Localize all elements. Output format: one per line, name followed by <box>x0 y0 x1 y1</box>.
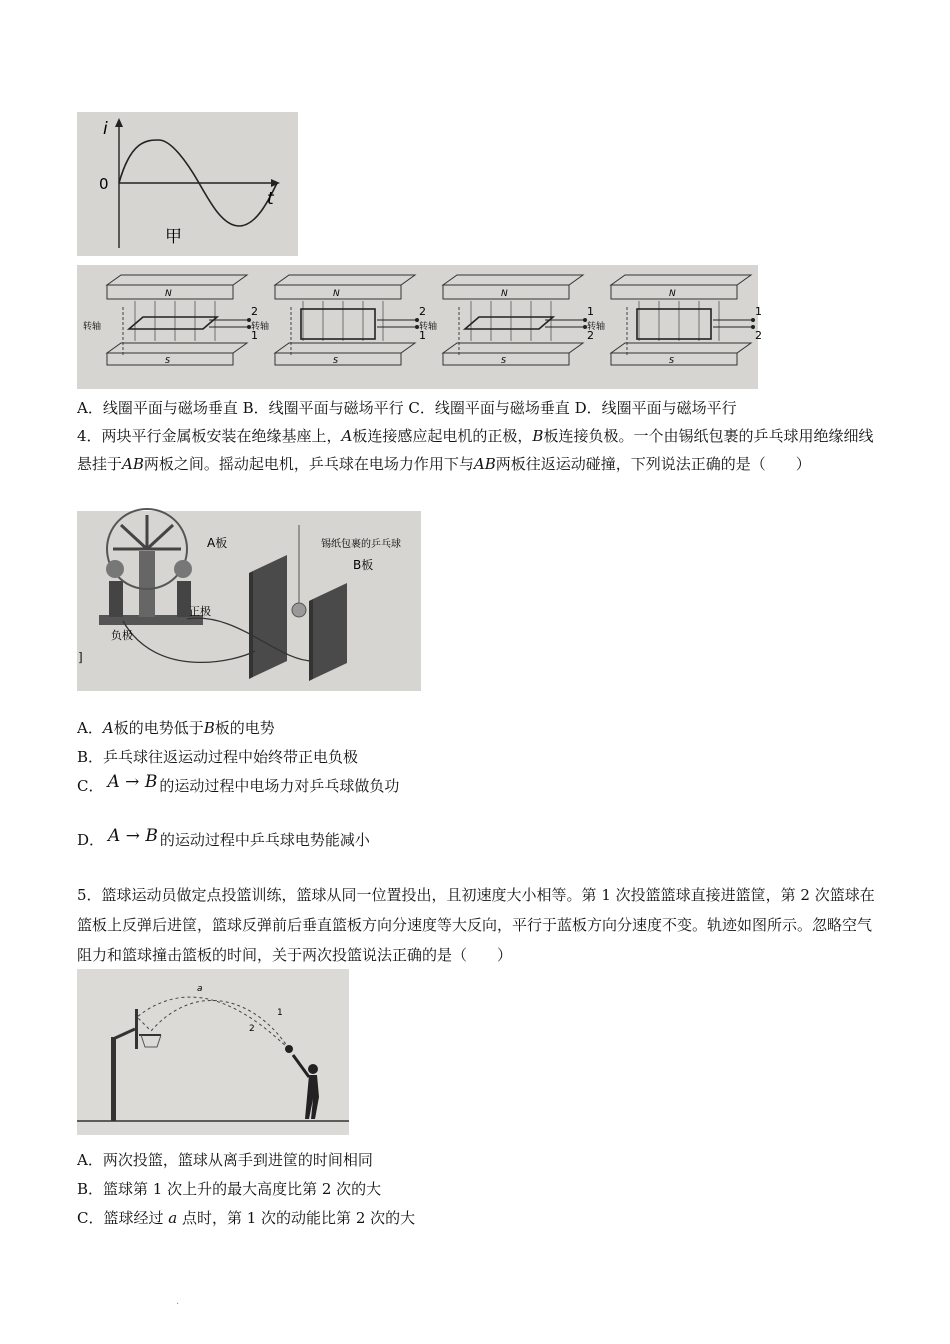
q5-option-c-post: 点时，第 1 次的动能比第 2 次的大 <box>177 1209 416 1227</box>
margin-mark: ] <box>78 650 83 664</box>
q5-option-c <box>77 1208 415 1228</box>
q4-stem-s3: 板连接负极。一个由锡纸包裹的乒乓球用绝缘细线悬挂于 <box>77 427 874 473</box>
axis-i-label: i <box>103 119 108 139</box>
magnet-s-top-face <box>107 343 247 353</box>
terminal-label-bottom: 1 <box>251 329 258 342</box>
coil-loop <box>637 309 711 339</box>
q4-stem-s5: 两板往返运动碰撞，下列说法正确的是（ ） <box>495 455 811 473</box>
q4-stem <box>77 422 877 478</box>
magnet-s-label: S <box>333 356 339 365</box>
magnet-s-top-face <box>611 343 751 353</box>
axis-t-label: t <box>267 189 274 209</box>
terminal-label-top: 1 <box>587 305 594 318</box>
terminal-label-top: 2 <box>251 305 258 318</box>
label-positive: 正极 <box>189 605 211 618</box>
graph-caption: 甲 <box>165 227 182 247</box>
magnet-n-label: N <box>333 289 340 299</box>
origin-label: 0 <box>99 175 109 193</box>
q4-option-a-prefix: A． <box>77 719 103 737</box>
q4-option-d-prefix: D． <box>77 831 105 849</box>
coil-loop <box>129 317 217 329</box>
axis-label: 转轴 <box>587 322 606 332</box>
label-point-a: a <box>197 984 203 994</box>
q4-option-c-text: 的运动过程中电场力对乒乓球做负功 <box>159 777 400 795</box>
label-plate-a: A板 <box>207 536 228 550</box>
label-trajectory-1: 1 <box>277 1008 283 1018</box>
magnet-n-top-face <box>107 275 247 285</box>
magnet-s-top-face <box>443 343 583 353</box>
q5-option-c-prefix: C．篮球经过 <box>77 1209 169 1227</box>
axis-label: 转轴 <box>251 322 270 332</box>
terminal-label-top: 1 <box>755 305 762 318</box>
q4-option-a <box>77 718 275 738</box>
q4-option-a-var2: B <box>203 719 215 737</box>
terminal-dot <box>751 318 755 322</box>
axis-label: 转轴 <box>419 322 438 332</box>
magnet-s-label: S <box>501 356 507 365</box>
q5-stem: 5．篮球运动员做定点投篮训练，篮球从同一位置投出，且初速度大小相等。第 1 次投篮篮球直接进篮筐，第 2 次篮球在篮板上反弹后进筐，篮球反弹前后垂直篮板方向分速度等大反向，平行于蓝板方向分速度不变。轨迹如图所示。忽略空气阻力和篮球撞击篮板的时间，关于两次投篮说法正确的是（ ） <box>77 886 875 964</box>
magnet-n-label: N <box>669 289 676 299</box>
q4-option-d-text: 的运动过程中乒乓球电势能减小 <box>159 831 370 849</box>
coil-figures <box>77 265 762 389</box>
label-negative: 负极 <box>111 629 133 642</box>
q4-stem-s1: 4．两块平行金属板安装在绝缘基座上， <box>77 427 342 445</box>
q4-option-a-var1: A <box>102 719 114 737</box>
q4-stem-var-ab2: AB <box>473 455 496 473</box>
q4-option-a-post: 板的电势 <box>214 719 275 737</box>
terminal-label-bottom: 1 <box>419 329 426 342</box>
coil-loop <box>301 309 375 339</box>
q4-stem-s2: 板连接感应起电机的正极， <box>352 427 533 445</box>
footer-mark: . <box>176 1296 180 1307</box>
magnet-s-label: S <box>165 356 171 365</box>
magnet-n-label: N <box>501 289 508 299</box>
terminal-label-bottom: 2 <box>587 329 594 342</box>
q4-stem-s4: 两板之间。摇动起电机，乒乓球在电场力作用下与 <box>143 455 474 473</box>
q4-option-c-prefix: C． <box>77 777 104 795</box>
magnet-s-label: S <box>669 356 675 365</box>
electrostatic-machine-figure <box>77 511 421 691</box>
q4-option-c-math: A → B <box>107 772 158 792</box>
q4-option-a-mid: 板的电势低于 <box>113 719 204 737</box>
magnet-n-top-face <box>443 275 583 285</box>
coil-figures-svg <box>77 265 762 389</box>
q5-option-b: B．篮球第 1 次上升的最大高度比第 2 次的大 <box>77 1180 382 1198</box>
label-plate-b: B板 <box>353 558 374 572</box>
magnet-n-top-face <box>611 275 751 285</box>
terminal-label-bottom: 2 <box>755 329 762 342</box>
electrostatic-machine-svg <box>77 511 421 691</box>
magnet-n-top-face <box>275 275 415 285</box>
sine-graph-figure <box>77 112 298 256</box>
basketball-figure <box>77 969 349 1135</box>
magnet-s-top-face <box>275 343 415 353</box>
label-ball: 锡纸包裹的乒乓球 <box>321 539 401 550</box>
q3-options-line: A．线圈平面与磁场垂直 B．线圈平面与磁场平行 C．线圈平面与磁场垂直 D．线圈平面与磁场平行 <box>77 399 737 417</box>
coil-loop <box>465 317 553 329</box>
axis-label: 转轴 <box>83 322 102 332</box>
basketball-svg <box>77 969 349 1135</box>
q4-stem-var-b: B <box>532 427 544 445</box>
label-trajectory-2: 2 <box>249 1024 255 1034</box>
q4-option-c <box>77 772 400 796</box>
q5-option-c-var: a <box>168 1209 178 1227</box>
q4-stem-var-ab1: AB <box>122 455 144 473</box>
q5-option-a: A．两次投篮，篮球从离手到进筐的时间相同 <box>77 1151 373 1169</box>
q4-stem-var-a: A <box>341 427 353 445</box>
magnet-n-label: N <box>165 289 172 299</box>
q4-option-d <box>77 826 370 850</box>
sine-graph-svg <box>77 112 298 256</box>
q4-option-d-math: A → B <box>108 826 158 846</box>
q4-option-b: B．乒乓球往返运动过程中始终带正电负极 <box>77 748 359 766</box>
terminal-label-top: 2 <box>419 305 426 318</box>
